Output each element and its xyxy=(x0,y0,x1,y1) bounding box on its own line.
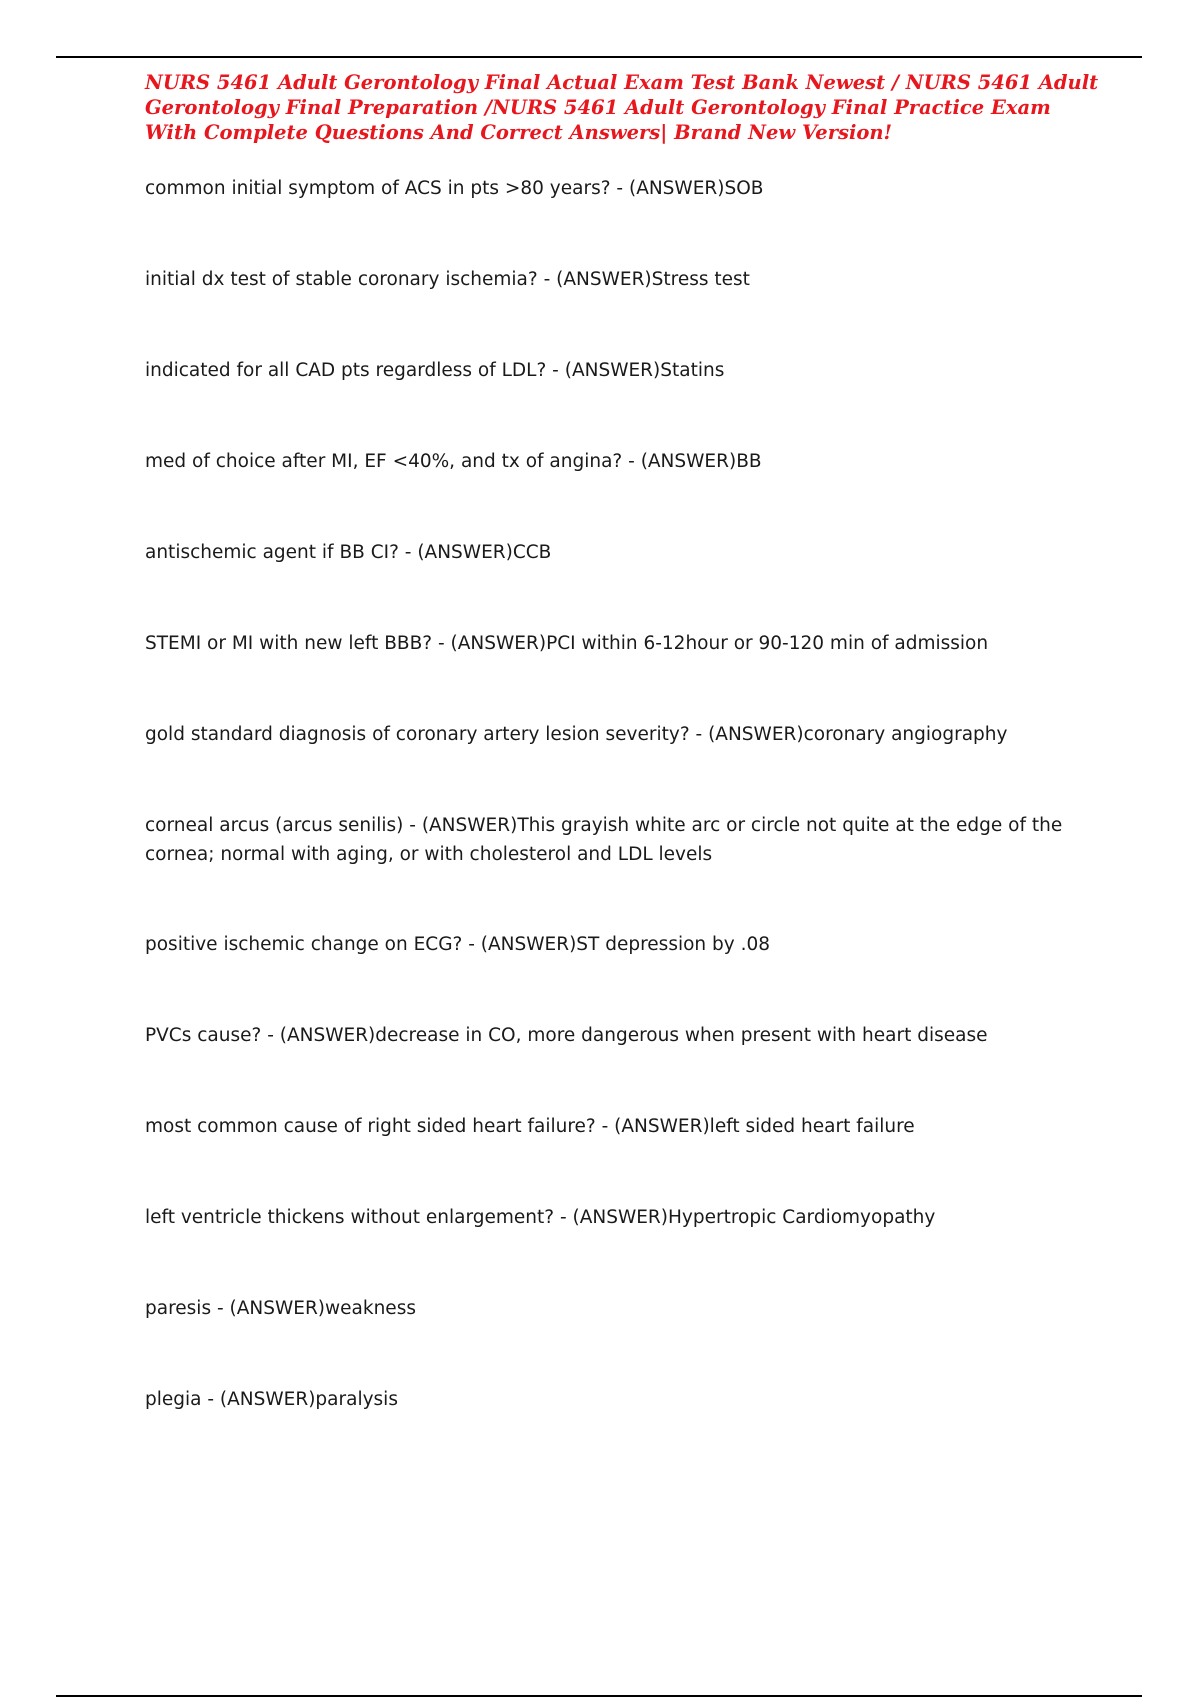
qa-item: most common cause of right sided heart failure? - (ANSWER)left sided heart failure xyxy=(145,1116,915,1137)
qa-item: PVCs cause? - (ANSWER)decrease in CO, more dangerous when present with heart disease xyxy=(145,1025,988,1046)
qa-item: antischemic agent if BB CI? - (ANSWER)CCB xyxy=(145,542,552,563)
qa-item: STEMI or MI with new left BBB? - (ANSWER)PCI within 6-12hour or 90-120 min of admission xyxy=(145,633,989,654)
document-title: NURS 5461 Adult Gerontology Final Actual Exam Test Bank Newest / NURS 5461 Adult Gerontology Final Preparation /NURS 5461 Adult Gerontology Final Practice Exam With Complete Questions And Correct Answers| Brand New Version! xyxy=(145,71,1099,144)
qa-item: gold standard diagnosis of coronary artery lesion severity? - (ANSWER)coronary angiography xyxy=(145,724,1008,745)
qa-item: indicated for all CAD pts regardless of LDL? - (ANSWER)Statins xyxy=(145,360,725,381)
top-rule xyxy=(56,56,1142,58)
bottom-rule xyxy=(56,1695,1142,1697)
qa-item: initial dx test of stable coronary ischemia? - (ANSWER)Stress test xyxy=(145,269,750,290)
qa-item: positive ischemic change on ECG? - (ANSWER)ST depression by .08 xyxy=(145,934,771,955)
qa-item: med of choice after MI, EF <40%, and tx of angina? - (ANSWER)BB xyxy=(145,451,762,472)
qa-item: left ventricle thickens without enlargement? - (ANSWER)Hypertropic Cardiomyopathy xyxy=(145,1207,936,1228)
qa-item: corneal arcus (arcus senilis) - (ANSWER)This grayish white arc or circle not quite at the edge of the cornea; normal with aging, or with cholesterol and LDL levels xyxy=(145,815,1063,865)
qa-item: plegia - (ANSWER)paralysis xyxy=(145,1389,398,1410)
qa-item: paresis - (ANSWER)weakness xyxy=(145,1298,416,1319)
qa-item: common initial symptom of ACS in pts >80 years? - (ANSWER)SOB xyxy=(145,178,764,199)
